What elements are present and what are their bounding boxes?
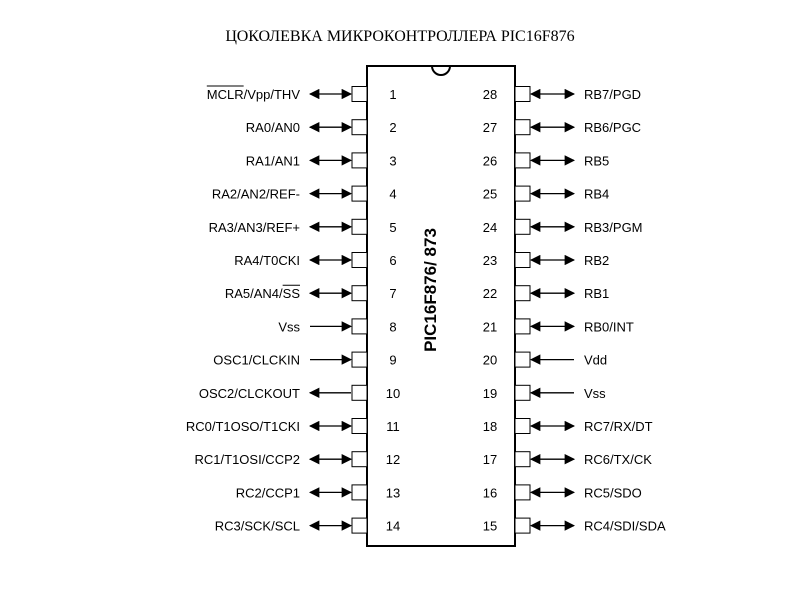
pin-label: RB5 [584,153,610,169]
pin-label: RB1 [584,286,610,302]
pin-label: RC6/TX/CK [584,452,652,468]
pin-number: 17 [482,452,498,468]
pin-pad [352,452,367,467]
pin-number: 15 [482,518,498,534]
pin-label: RC4/SDI/SDA [584,518,666,534]
pin-pad [352,286,367,301]
pin-number: 10 [385,385,401,401]
pin-number: 16 [482,485,498,501]
pin-number: 14 [385,518,401,534]
pin-label: RB2 [584,253,610,268]
pin-pad [352,87,367,102]
pin-number: 21 [482,319,498,335]
pin-pad [352,253,367,268]
diagram-title: ЦОКОЛЕВКА МИКРОКОНТРОЛЛЕРА PIC16F876 [225,28,575,45]
pin-pad [515,518,530,533]
pin-label: RA3/AN3/REF+ [208,219,300,235]
pin-label: RC0/T1OSO/T1CKI [185,419,300,434]
pin-number: 11 [386,419,400,434]
chip-body [367,66,515,546]
pin-pad [515,186,530,201]
pin-label: MCLR/Vpp/THV [206,87,300,102]
pin-label: RC7/RX/DT [584,419,653,434]
pin-number: 8 [389,319,397,335]
pin-pad [352,120,367,135]
pin-pad [515,219,530,234]
pin-number: 9 [389,352,397,368]
pin-number: 7 [389,286,397,302]
pin-pad [352,485,367,500]
pin-label: RA2/AN2/REF- [211,186,300,202]
pin-label: RA0/AN0 [245,120,300,136]
pin-label: RB6/PGC [584,120,642,136]
pin-number: 23 [482,253,498,268]
pin-number: 1 [389,87,397,102]
pin-label: Vss [584,385,606,401]
pin-label: RC1/T1OSI/CCP2 [194,452,300,468]
pin-pad [352,319,367,334]
pin-label: OSC2/CLCKOUT [198,385,300,401]
pin-label: RB3/PGM [584,219,643,235]
pin-number: 27 [482,120,498,136]
pin-pad [352,385,367,400]
pin-label: RC5/SDO [584,485,642,501]
pin-label: RB0/INT [584,319,634,335]
pin-number: 22 [482,286,498,302]
pin-pad [352,219,367,234]
pin-pad [515,286,530,301]
pin-pad [515,253,530,268]
pin-pad [352,419,367,434]
pin-number: 25 [482,186,498,202]
pin-pad [515,87,530,102]
pin-label: RB7/PGD [584,87,642,102]
pin-label: RC3/SCK/SCL [214,518,300,534]
pin-pad [515,385,530,400]
pin-label: RA5/AN4/SS [224,286,300,302]
pin-pad [352,352,367,367]
pin-pad [515,319,530,334]
pin-pad [515,352,530,367]
pin-pad [515,485,530,500]
pin-number: 26 [482,153,498,169]
pin-pad [515,153,530,168]
pin-number: 2 [389,120,397,136]
pin-pad [352,518,367,533]
pin-label: RA1/AN1 [245,153,300,169]
pin-number: 12 [385,452,401,468]
pin-label: RB4 [584,186,610,202]
pin-number: 19 [482,385,498,401]
chip-package [367,66,515,546]
pin-label: Vss [278,319,300,335]
pin-pad [515,419,530,434]
pin-label: RA4/T0CKI [234,253,300,268]
pin-pad [515,452,530,467]
pin-number: 6 [389,253,397,268]
pin-number: 28 [482,87,498,102]
pin-number: 13 [385,485,401,501]
pin-label: RC2/CCP1 [235,485,300,501]
pin-number: 4 [389,186,397,202]
pin-number: 24 [482,219,498,235]
chip-name: PIC16F876/ 873 [421,228,440,352]
pin-number: 5 [389,219,397,235]
pin-number: 20 [482,352,498,368]
pin-label: Vdd [584,352,608,368]
pin-pad [515,120,530,135]
pin-number: 3 [389,153,397,169]
pin-pad [352,153,367,168]
pin-number: 18 [482,419,498,434]
pin-pad [352,186,367,201]
pin-label: OSC1/CLCKIN [213,352,300,368]
